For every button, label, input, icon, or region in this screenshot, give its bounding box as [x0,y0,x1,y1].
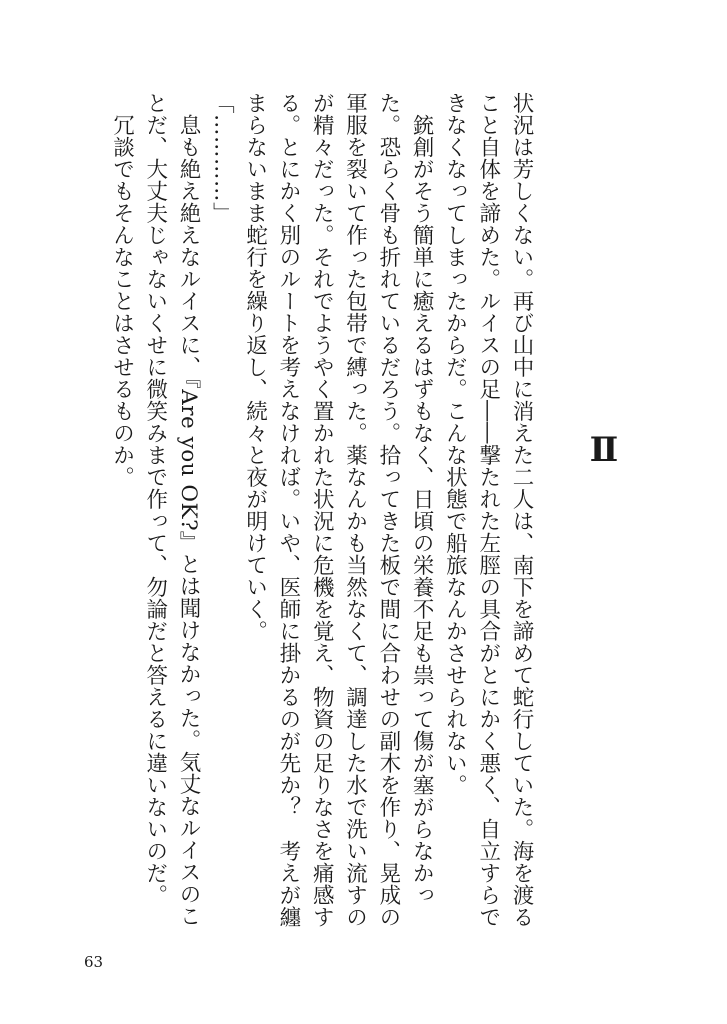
paragraph-5: 冗談でもそんなことはさせるものか。 [109,113,135,488]
chapter-numeral: Ⅱ [589,430,619,470]
body-text [88,92,538,932]
paragraph-4: 息も絶え絶えなルイスに、『Are you OK?』とは聞けなかった。気丈なルイスのことだ、大丈夫じゃないくせに微笑みまで作って、勿論だと答えるに違いないのだ。 [142,92,202,927]
paragraph-3: 「…………」 [209,92,235,224]
paragraph-1: 状況は芳しくない。再び山中に消えた二人は、南下を諦めて蛇行していた。海を渡ること自体を諦めた。ルイスの足――撃たれた左脛の具合がとにかく悪く、自立すらできなくなってしまったからだ。こんな状態で船旅なんかさせられない。 [442,92,534,928]
page-number: 63 [84,953,104,971]
paragraph-2: 銃創がそう簡単に癒えるはずもなく、日頃の栄養不足も祟って傷が塞がらなかった。恐らく骨も折れているだろう。拾ってきた板で間に合わせの副木を作り、晃成の軍服を裂いて作った包帯で縛った。薬なんかも当然なくて、調達した水で洗い流すのが精々だった。それでようやく置かれた状況に危機を覚え、物資の足りなさを痛感する。とにかく別のルートを考えなければ。いや、医師に掛かるのが先か？ 考えが纏まらないまま蛇行を繰り返し、続々と夜が明けていく。 [242,92,435,928]
